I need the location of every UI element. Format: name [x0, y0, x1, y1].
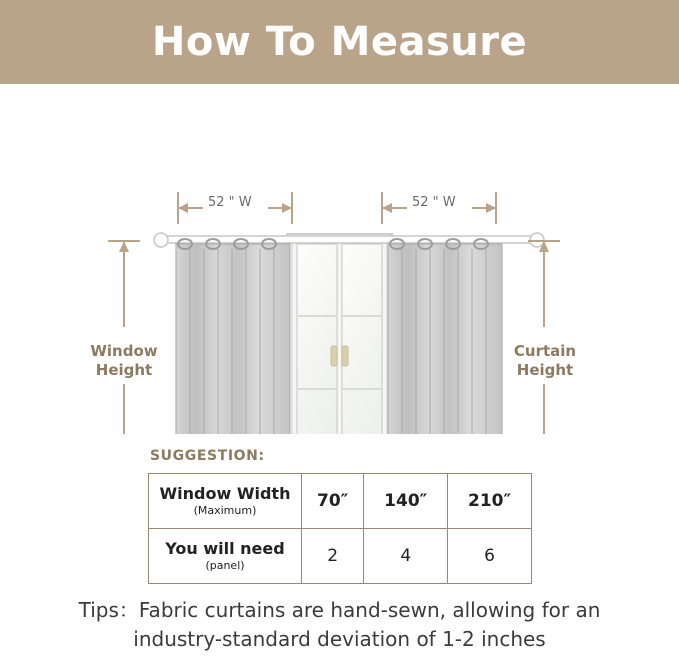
row-header-sub: (panel)	[205, 559, 245, 572]
row-header-panels-needed	[149, 529, 302, 584]
page-header	[0, 0, 679, 84]
left-curtain-panel	[176, 239, 290, 434]
cell-panels-2: 4	[364, 529, 448, 584]
page-title: How To Measure	[151, 19, 528, 65]
window-graphic	[283, 234, 396, 434]
row-header-main: Window Width	[159, 484, 291, 503]
measure-diagram	[0, 84, 679, 434]
tips-line-1	[0, 596, 679, 625]
diagram-illustration	[0, 84, 679, 434]
cell-panels-1: 2	[302, 529, 364, 584]
right-width-label: 52 " W	[412, 195, 456, 210]
table-row	[149, 529, 532, 584]
tips-text-line-1: Fabric curtains are hand-sewn, allowing for an	[138, 598, 601, 622]
left-width-label: 52 " W	[208, 195, 252, 210]
cell-width-2: 140″	[364, 474, 448, 529]
cell-panels-3: 6	[448, 529, 532, 584]
tips-prefix: Tips：	[78, 598, 139, 622]
window-height-label-line2: Height	[95, 361, 153, 379]
cell-width-1: 70″	[302, 474, 364, 529]
table-row	[149, 474, 532, 529]
window-height-dimension	[108, 241, 140, 434]
suggestion-label: SUGGESTION:	[150, 448, 265, 464]
curtain-height-label-line1: Curtain	[513, 342, 577, 360]
row-header-sub: (Maximum)	[193, 504, 257, 517]
tips-line-2: industry-standard deviation of 1-2 inches	[133, 627, 546, 651]
curtain-height-label-line2: Height	[516, 361, 574, 379]
curtain-height-dimension	[528, 241, 560, 434]
window-height-label-line1: Window	[90, 342, 158, 360]
row-header-window-width	[149, 474, 302, 529]
suggestion-table	[148, 473, 532, 584]
tips-block	[0, 596, 679, 654]
row-header-main: You will need	[165, 539, 285, 558]
cell-width-3: 210″	[448, 474, 532, 529]
right-curtain-panel	[388, 239, 502, 434]
